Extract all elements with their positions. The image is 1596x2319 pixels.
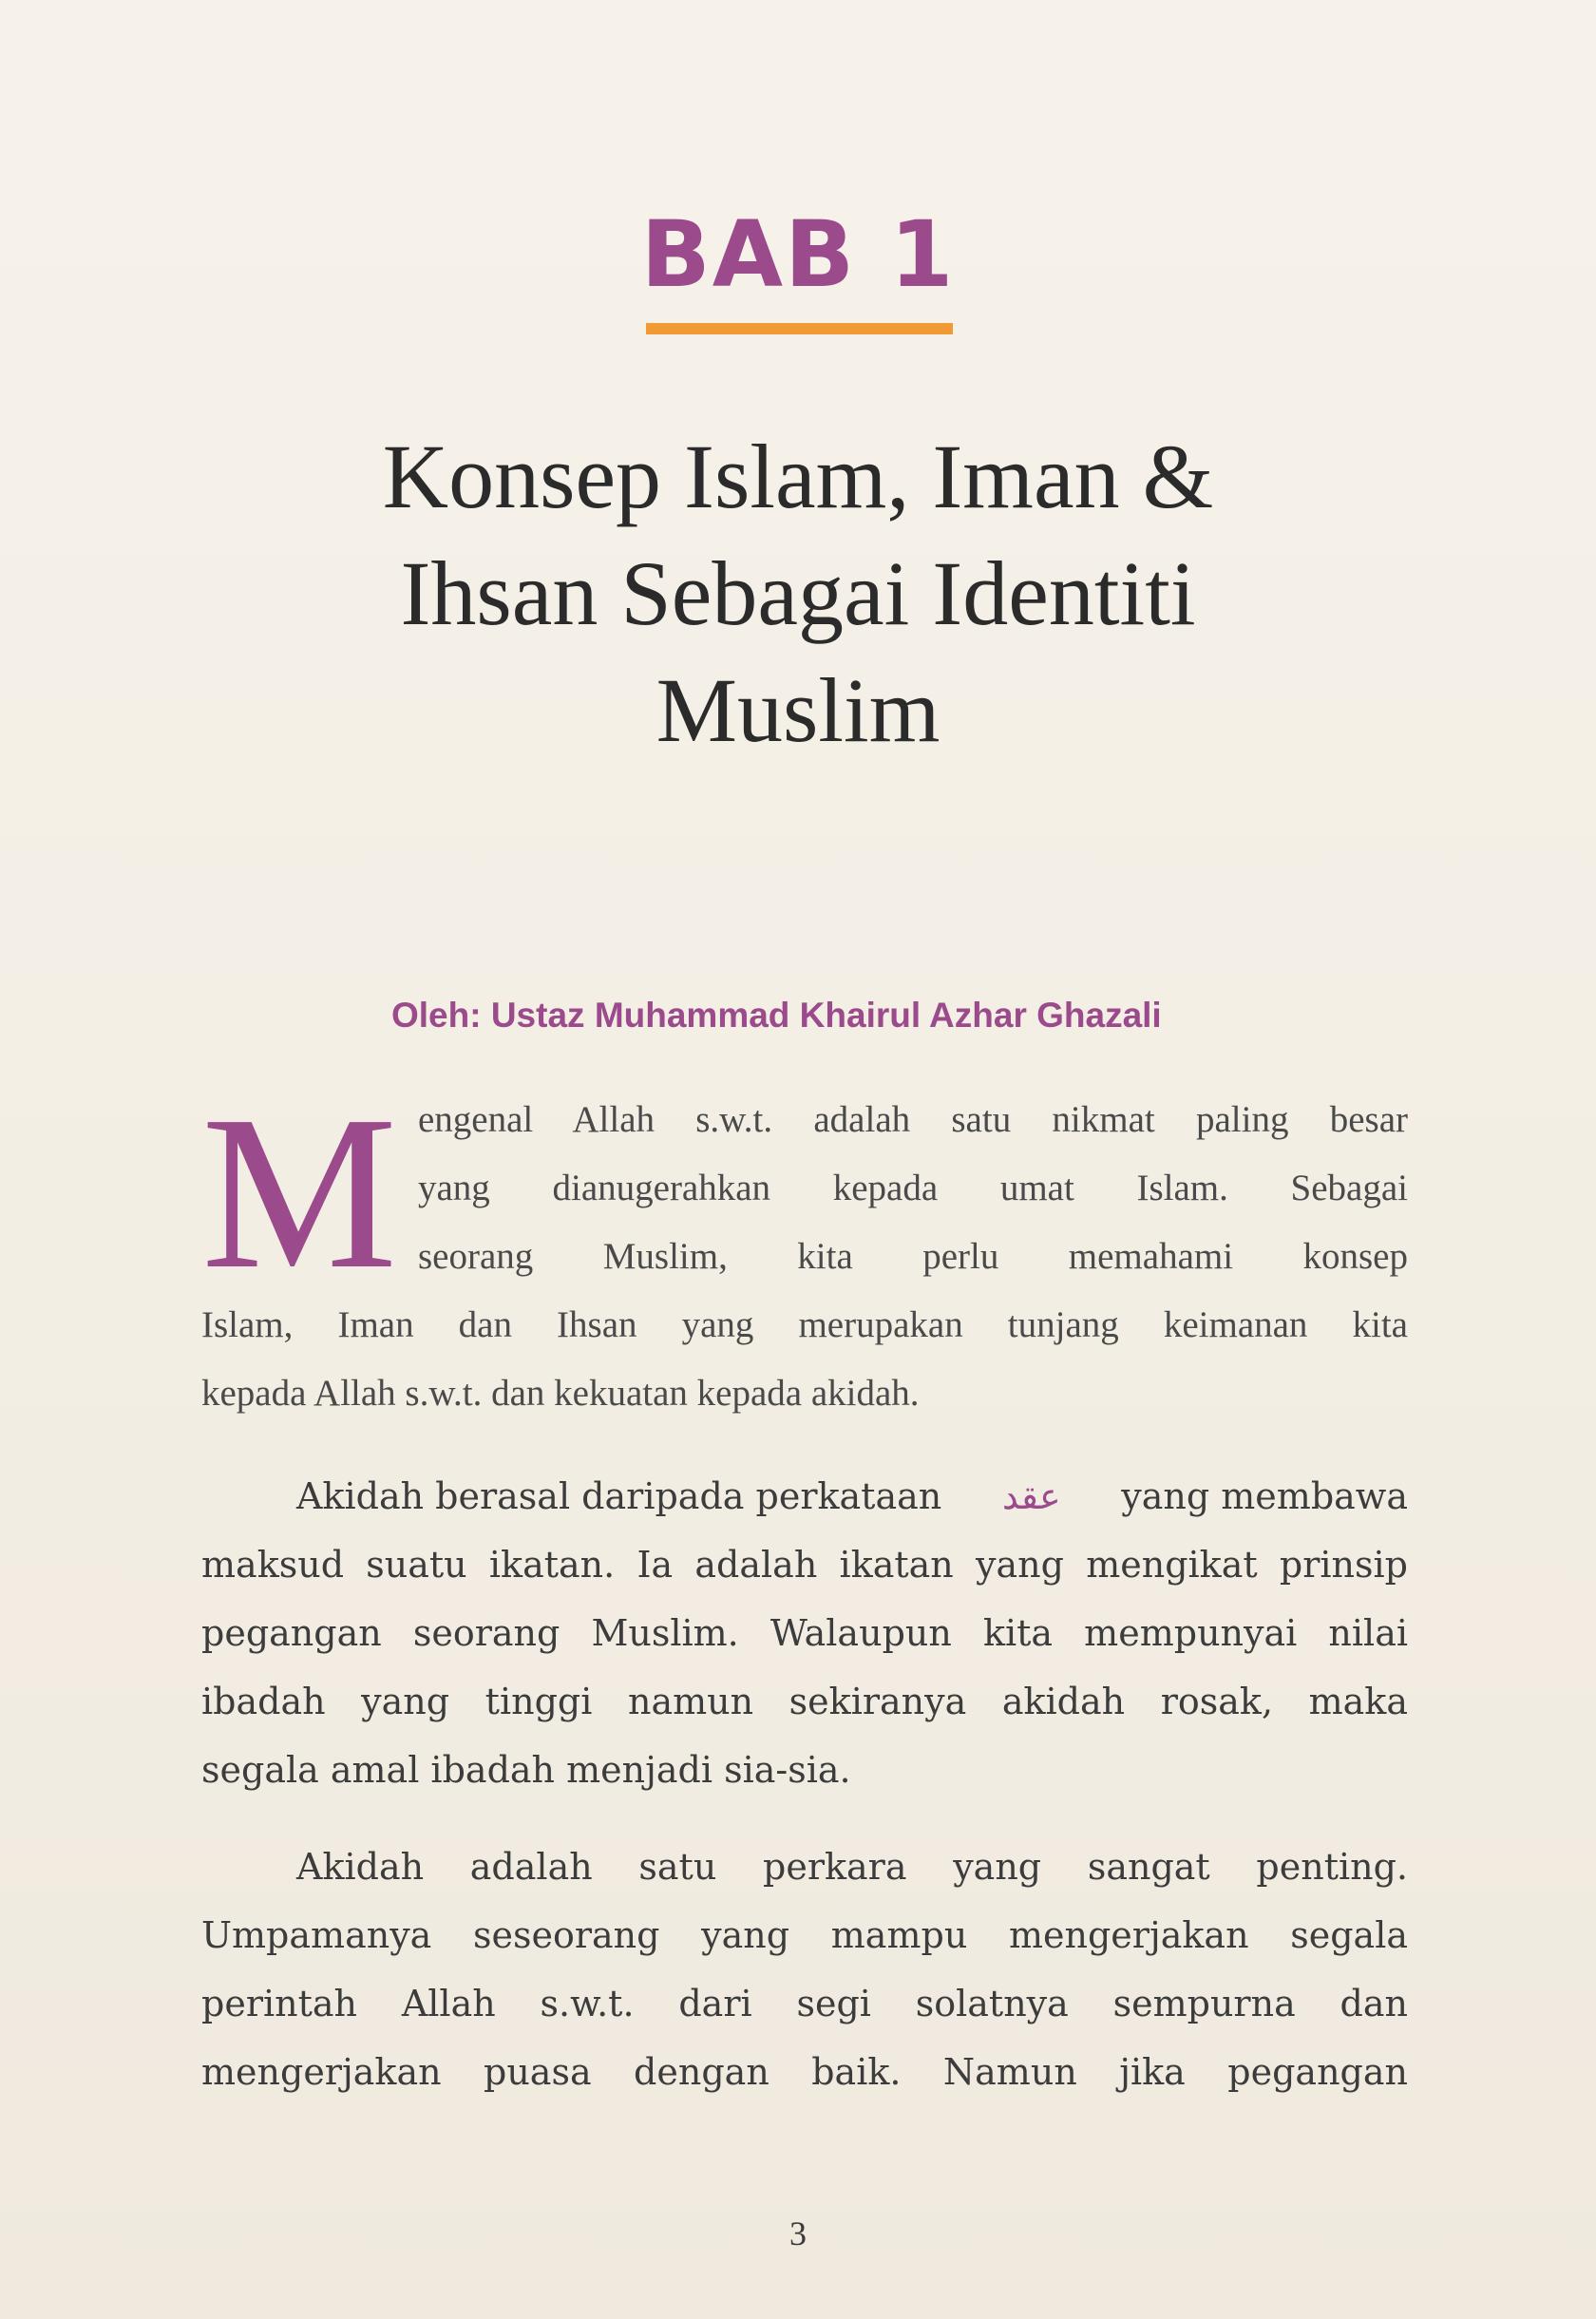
paragraph-line: maksud suatu ikatan. Ia adalah ikatan yang mengikat prinsip	[201, 1544, 1408, 1586]
author-byline: Oleh: Ustaz Muhammad Khairul Azhar Ghazali	[391, 996, 1162, 1035]
intro-line: kepada Allah s.w.t. dan kekuatan kepada akidah.	[201, 1373, 920, 1414]
paragraph-line: ibadah yang tinggi namun sekiranya akidah rosak, maka	[201, 1681, 1408, 1722]
paragraph-line: Akidah adalah satu perkara yang sangat penting.	[296, 1846, 1408, 1888]
paragraph-line: mengerjakan puasa dengan baik. Namun jika pegangan	[201, 2051, 1408, 2093]
chapter-title	[0, 418, 1596, 769]
paragraph-line: Umpamanya seseorang yang mampu mengerjakan segala	[201, 1914, 1408, 1956]
drop-cap: M	[201, 1071, 398, 1315]
paragraph-line: perintah Allah s.w.t. dari segi solatnya sempurna dan	[201, 1983, 1408, 2024]
paragraph-text: yang membawa	[1121, 1475, 1408, 1517]
chapter-title-line: Muslim	[656, 659, 940, 761]
paragraph-line: segala amal ibadah menjadi sia-sia.	[201, 1749, 851, 1791]
intro-line: Islam, Iman dan Ihsan yang merupakan tunjang keimanan kita	[201, 1304, 1408, 1345]
arabic-word: عقد	[1001, 1475, 1061, 1517]
chapter-title-line: Konsep Islam, Iman &	[382, 426, 1214, 527]
paragraph-text: Akidah berasal daripada perkataan	[296, 1475, 942, 1517]
page-number: 3	[789, 2214, 807, 2252]
intro-line: yang dianugerahkan kepada umat Islam. Sebagai	[418, 1168, 1408, 1208]
chapter-label: BAB 1	[640, 201, 956, 308]
paragraph-line: pegangan seorang Muslim. Walaupun kita mempunyai nilai	[201, 1612, 1408, 1654]
chapter-title-line: Ihsan Sebagai Identiti	[400, 542, 1196, 644]
chapter-underline	[646, 323, 953, 334]
intro-line: engenal Allah s.w.t. adalah satu nikmat paling besar	[418, 1099, 1408, 1140]
intro-line: seorang Muslim, kita perlu memahami konsep	[418, 1236, 1408, 1277]
paragraph-line	[296, 1473, 1408, 1520]
